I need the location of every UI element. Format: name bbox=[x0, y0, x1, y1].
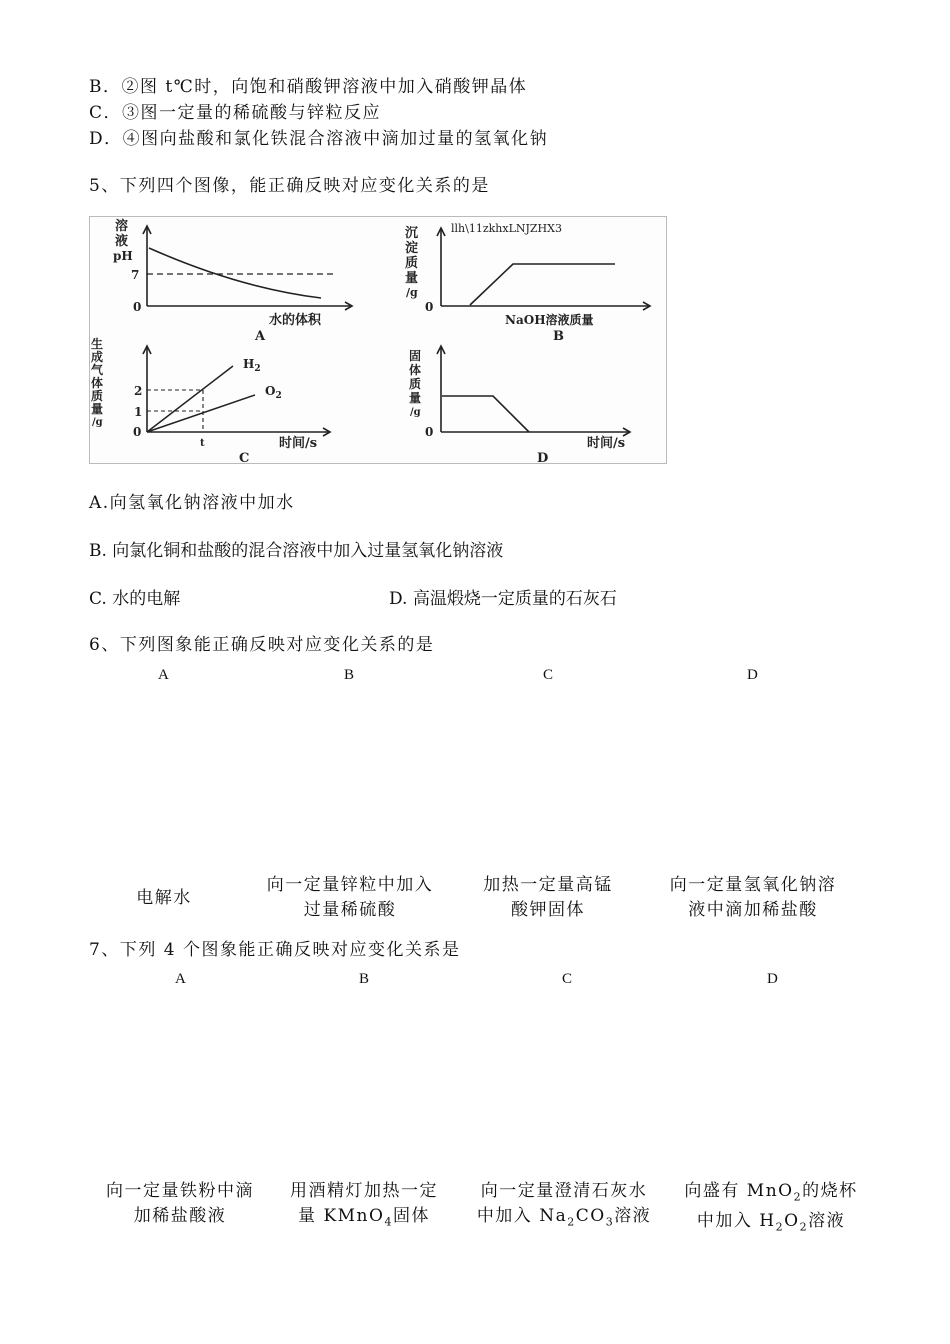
d-ylabel-2: 体 bbox=[409, 363, 422, 377]
q5-option-a: A.向氢氧化钠溶液中加水 bbox=[89, 493, 295, 513]
q7-label-d: D bbox=[767, 971, 778, 987]
c-h2-label: $H_2$ bbox=[243, 357, 261, 374]
c-tick-1: 1 bbox=[134, 405, 143, 419]
b-ylabel-3: 质 bbox=[405, 256, 419, 271]
c-ylabel-7: /g bbox=[92, 417, 103, 428]
d-name: D bbox=[537, 451, 549, 464]
a-ylabel-1: 溶 bbox=[115, 219, 129, 234]
c-tick-2: 2 bbox=[134, 384, 143, 398]
q6-caption-b: 向一定量锌粒中加入 过量稀硫酸 bbox=[266, 875, 434, 920]
c-ylabel-3: 气 bbox=[91, 363, 104, 377]
d-xlabel: 时间/s bbox=[587, 436, 626, 451]
q7-label-b: B bbox=[359, 971, 370, 987]
q7-caption-c: 向一定量澄清石灰水 中加入 $Na_2CO_3$溶液 bbox=[476, 1181, 652, 1229]
q6-caption-d: 向一定量氢氧化钠溶 液中滴加稀盐酸 bbox=[669, 875, 837, 920]
q6-label-d: D bbox=[747, 667, 758, 683]
q6-caption-a: 电解水 bbox=[136, 888, 192, 908]
b-name: B bbox=[553, 329, 564, 344]
c-origin: 0 bbox=[133, 425, 142, 439]
q5-option-d: D. 高温煅烧一定质量的石灰石 bbox=[389, 589, 617, 609]
option-b-line: B．②图 t℃时，向饱和硝酸钾溶液中加入硝酸钾晶体 bbox=[89, 77, 528, 97]
b-ylabel-4: 量 bbox=[405, 271, 419, 286]
question-6: 6、下列图象能正确反映对应变化关系的是 bbox=[89, 635, 435, 655]
q6-label-c: C bbox=[543, 667, 554, 683]
a-ylabel-3: pH bbox=[113, 249, 133, 263]
d-ylabel-5: /g bbox=[410, 407, 421, 418]
q7-caption-d: 向盛有 MnO$_2$的烧杯 中加入 $H_2O_2$溶液 bbox=[684, 1181, 858, 1234]
q5-option-c: C. 水的电解 bbox=[89, 589, 181, 609]
q5-option-b: B. 向氯化铜和盐酸的混合溶液中加入过量氢氧化钠溶液 bbox=[89, 541, 504, 561]
c-ylabel-1: 生 bbox=[91, 337, 104, 351]
d-origin: 0 bbox=[425, 425, 434, 439]
c-ylabel-4: 体 bbox=[91, 376, 104, 390]
a-xlabel: 水的体积 bbox=[269, 313, 322, 328]
d-ylabel-4: 量 bbox=[409, 391, 422, 405]
b-origin: 0 bbox=[425, 300, 434, 314]
option-d-line: D．④图向盐酸和氯化铁混合溶液中滴加过量的氢氧化钠 bbox=[89, 129, 549, 149]
q7-label-c: C bbox=[562, 971, 573, 987]
a-ylabel-2: 液 bbox=[115, 234, 129, 249]
b-ylabel-5: /g bbox=[406, 286, 418, 299]
question-5: 5、下列四个图像，能正确反映对应变化关系的是 bbox=[89, 176, 490, 196]
question-7: 7、下列 4 个图象能正确反映对应变化关系是 bbox=[89, 940, 461, 960]
c-ylabel-2: 成 bbox=[91, 350, 104, 364]
a-origin: 0 bbox=[133, 300, 142, 314]
q5-figure bbox=[89, 216, 667, 464]
option-c-line: C．③图一定量的稀硫酸与锌粒反应 bbox=[89, 103, 382, 123]
q7-caption-b: 用酒精灯加热一定 量 KMnO$_4$固体 bbox=[290, 1181, 438, 1229]
c-xtick-t: t bbox=[200, 438, 205, 449]
q7-caption-a: 向一定量铁粉中滴 加稀盐酸液 bbox=[106, 1181, 254, 1226]
a-tick-7: 7 bbox=[131, 268, 140, 282]
d-ylabel-3: 质 bbox=[409, 377, 422, 391]
q6-label-a: A bbox=[158, 667, 169, 683]
c-ylabel-5: 质 bbox=[91, 389, 104, 403]
d-ylabel-1: 固 bbox=[409, 349, 422, 363]
b-watermark: llh\11zkhxLNJZHX3 bbox=[451, 222, 562, 235]
c-o2-label: $O_2$ bbox=[265, 384, 282, 401]
b-ylabel-1: 沉 bbox=[405, 226, 419, 241]
b-ylabel-2: 淀 bbox=[405, 241, 419, 256]
b-xlabel: NaOH溶液质量 bbox=[505, 313, 594, 327]
c-xlabel: 时间/s bbox=[279, 436, 318, 451]
q6-label-b: B bbox=[344, 667, 355, 683]
c-ylabel-6: 量 bbox=[91, 402, 104, 416]
c-name: C bbox=[239, 451, 250, 464]
q6-caption-c: 加热一定量高锰 酸钾固体 bbox=[483, 875, 613, 920]
a-name: A bbox=[255, 329, 266, 344]
q7-label-a: A bbox=[175, 971, 186, 987]
